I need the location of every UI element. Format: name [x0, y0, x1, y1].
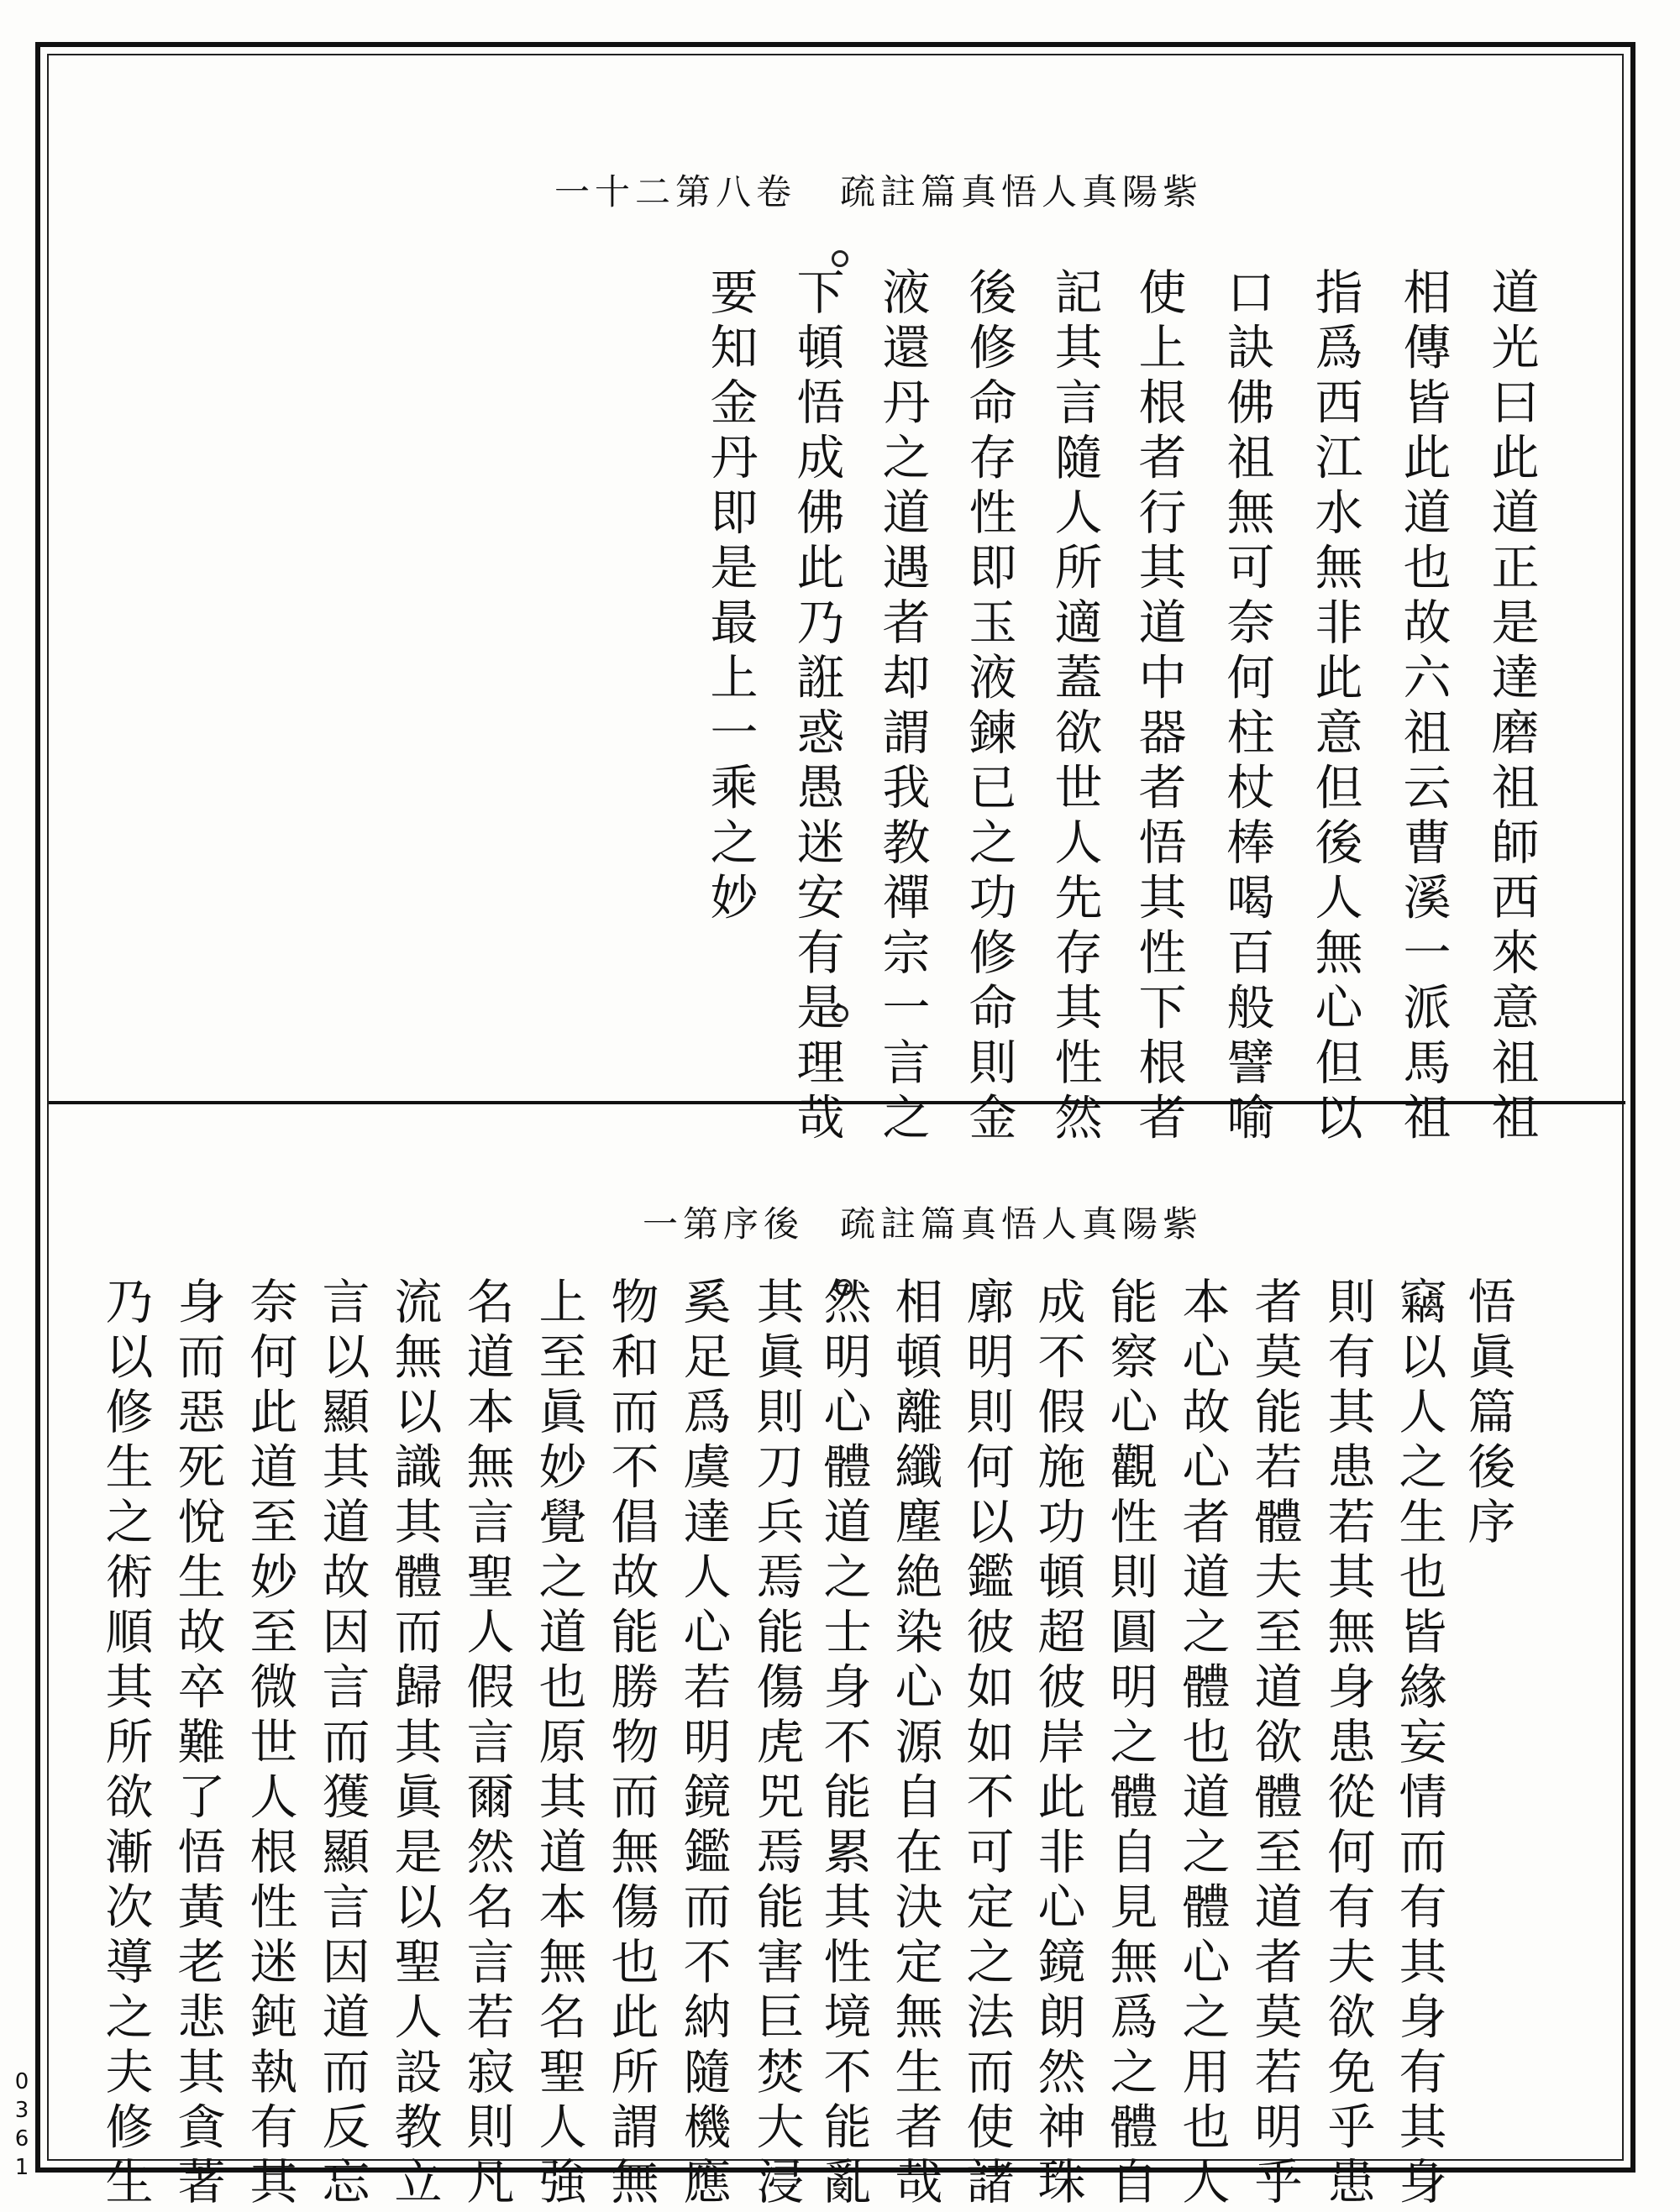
- text-column: 物和而不倡故能勝物而無傷也此所謂無: [603, 1276, 659, 2212]
- colophon-title: 悟眞篇後序: [1460, 1276, 1515, 1552]
- text-column: 者莫能若體夫至道欲體至道者莫若明乎: [1247, 1276, 1302, 2212]
- text-column: 相頓離纖塵絶染心源自在決定無生者哉: [887, 1276, 942, 2212]
- text-column: 要知金丹即是最上一乘之妙: [702, 267, 758, 927]
- text-column: 竊以人之生也皆緣妄情而有其身有其身: [1391, 1276, 1446, 2212]
- top-running-title: 疏註篇真悟人真陽紫: [840, 171, 1204, 212]
- text-column: 上至眞妙覺之道也原其道本無名聖人強: [531, 1276, 586, 2212]
- ring-mark: [832, 250, 848, 267]
- text-column: 後修命存性即玉液鍊已之功修命則金: [961, 267, 1016, 1147]
- text-column: 能察心觀性則圓明之體自見無爲之體自: [1102, 1276, 1158, 2212]
- text-column: 言以顯其道故因言而獲顯言因道而反忘: [314, 1276, 370, 2212]
- page-number: 0361: [14, 2069, 29, 2180]
- text-column: 道光曰此道正是達磨祖師西來意祖祖: [1483, 267, 1539, 1147]
- text-column: 奈何此道至妙至微世人根性迷鈍執有其: [242, 1276, 297, 2212]
- bottom-section-label: 一第序後: [643, 1203, 805, 1245]
- top-section-label: 一十二第八卷: [554, 171, 797, 212]
- text-column: 乃以修生之術順其所欲漸次導之夫修生: [97, 1276, 153, 2212]
- text-column: 則有其患若其無身患從何有夫欲免乎患: [1320, 1276, 1375, 2212]
- text-column: 然明心體道之士身不能累其性境不能亂: [816, 1276, 871, 2212]
- text-column: 液還丹之道遇者却謂我教禪宗一言之: [874, 267, 930, 1147]
- text-column: 本心故心者道之體也道之體心之用也人: [1174, 1276, 1230, 2212]
- text-column: 使上根者行其道中器者悟其性下根者: [1131, 267, 1186, 1147]
- text-column: 記其言隨人所適蓋欲世人先存其性然: [1047, 267, 1102, 1147]
- bottom-running-title: 疏註篇真悟人真陽紫: [840, 1203, 1204, 1245]
- text-column: 成不假施功頓超彼岸此非心鏡朗然神珠: [1030, 1276, 1085, 2212]
- text-column: 身而惡死悅生故卒難了悟黃老悲其貪著: [170, 1276, 225, 2212]
- text-column: 下頓悟成佛此乃誑惑愚迷安有是理哉: [789, 267, 844, 1147]
- text-column: 名道本無言聖人假言爾然名言若寂則凡: [459, 1276, 514, 2212]
- text-column: 相傳皆此道也故六祖云曹溪一派馬祖: [1395, 267, 1451, 1147]
- text-column: 其眞則刀兵焉能傷虎兕焉能害巨焚大浸: [748, 1276, 804, 2212]
- text-column: 指爲西江水無非此意但後人無心但以: [1307, 267, 1362, 1147]
- text-column: 口訣佛祖無可奈何柱杖棒喝百般譬喻: [1219, 267, 1274, 1147]
- text-column: 流無以識其體而歸其眞是以聖人設教立: [386, 1276, 442, 2212]
- text-column: 廓明則何以鑑彼如如不可定之法而使諸: [958, 1276, 1014, 2212]
- text-column: 奚足爲虞達人心若明鏡鑑而不納隨機應: [675, 1276, 731, 2212]
